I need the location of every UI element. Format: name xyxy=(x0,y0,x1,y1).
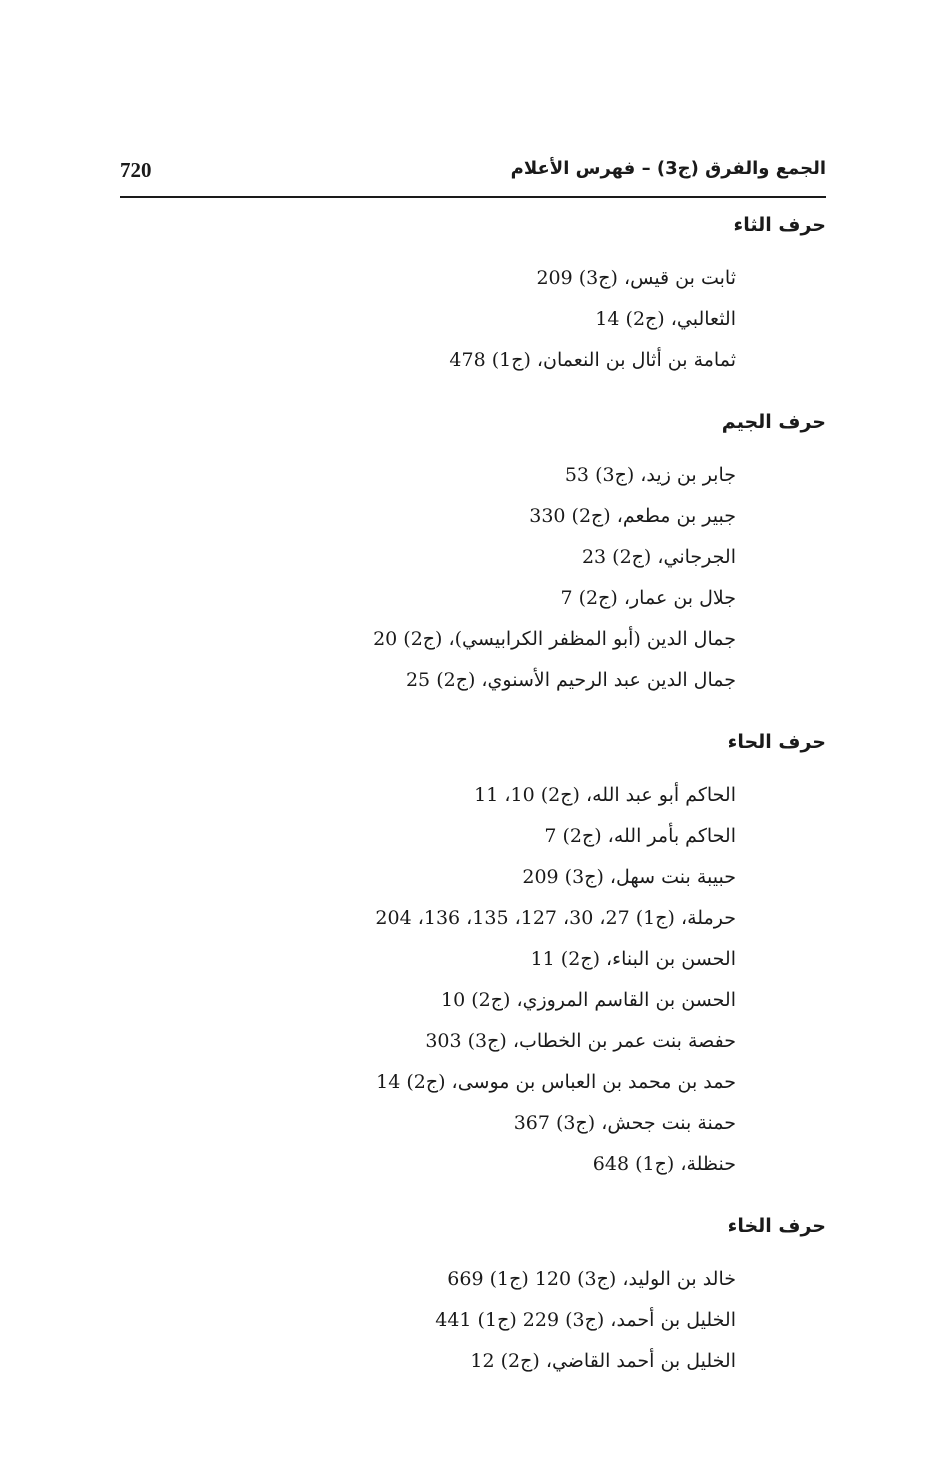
page-header xyxy=(120,152,826,198)
index-entry: جلال بن عمار، (ج2) 7 xyxy=(560,587,736,609)
entry-list xyxy=(346,455,826,701)
page-number: 720 xyxy=(120,158,152,182)
running-title: الجمع والفرق (ج3) – فهرس الأعلام xyxy=(510,158,826,179)
index-entry: جمال الدين (أبو المظفر الكرابيسي)، (ج2) 20 xyxy=(373,628,736,650)
section-kha xyxy=(346,1207,826,1382)
section-heading: حرف الحاء xyxy=(727,731,826,753)
section-tha xyxy=(346,206,826,381)
index-entry: الثعالبي، (ج2) 14 xyxy=(595,308,736,330)
index-entry: حمد بن محمد بن العباس بن موسى، (ج2) 14 xyxy=(376,1071,736,1093)
section-heading: حرف الجيم xyxy=(721,411,826,433)
index-entry: الخليل بن أحمد، (ج3) 229 (ج1) 441 xyxy=(435,1309,736,1331)
section-heading: حرف الخاء xyxy=(727,1215,826,1237)
index-entry: حرملة، (ج1) 27، 30، 127، 135، 136، 204 xyxy=(375,907,736,929)
index-entry: الخليل بن أحمد القاضي، (ج2) 12 xyxy=(470,1350,736,1372)
index-entry: حمنة بنت جحش، (ج3) 367 xyxy=(513,1112,736,1134)
section-ha xyxy=(346,723,826,1185)
entry-list xyxy=(346,775,826,1185)
index-entry: حنظلة، (ج1) 648 xyxy=(592,1153,736,1175)
index-entry: الحاكم بأمر الله، (ج2) 7 xyxy=(544,825,736,847)
index-entry: الحسن بن القاسم المروزي، (ج2) 10 xyxy=(441,989,736,1011)
section-jim xyxy=(346,403,826,701)
section-heading: حرف الثاء xyxy=(733,214,826,236)
index-entry: الجرجاني، (ج2) 23 xyxy=(581,546,736,568)
entry-list xyxy=(346,258,826,381)
index-entry: الحسن بن البناء، (ج2) 11 xyxy=(530,948,736,970)
index-entry: جمال الدين عبد الرحيم الأسنوي، (ج2) 25 xyxy=(405,669,736,691)
index-entry: حبيبة بنت سهل، (ج3) 209 xyxy=(522,866,736,888)
index-entry: ثابت بن قيس، (ج3) 209 xyxy=(536,267,736,289)
index-entry: جبير بن مطعم، (ج2) 330 xyxy=(529,505,736,527)
index-entry: حفصة بنت عمر بن الخطاب، (ج3) 303 xyxy=(425,1030,736,1052)
index-entry: جابر بن زيد، (ج3) 53 xyxy=(564,464,736,486)
index-entry: الحاكم أبو عبد الله، (ج2) 10، 11 xyxy=(474,784,736,806)
index-entry: ثمامة بن أثال بن النعمان، (ج1) 478 xyxy=(449,349,736,371)
index-sections xyxy=(346,206,826,1382)
index-entry: خالد بن الوليد، (ج3) 120 (ج1) 669 xyxy=(447,1268,736,1290)
entry-list xyxy=(346,1259,826,1382)
